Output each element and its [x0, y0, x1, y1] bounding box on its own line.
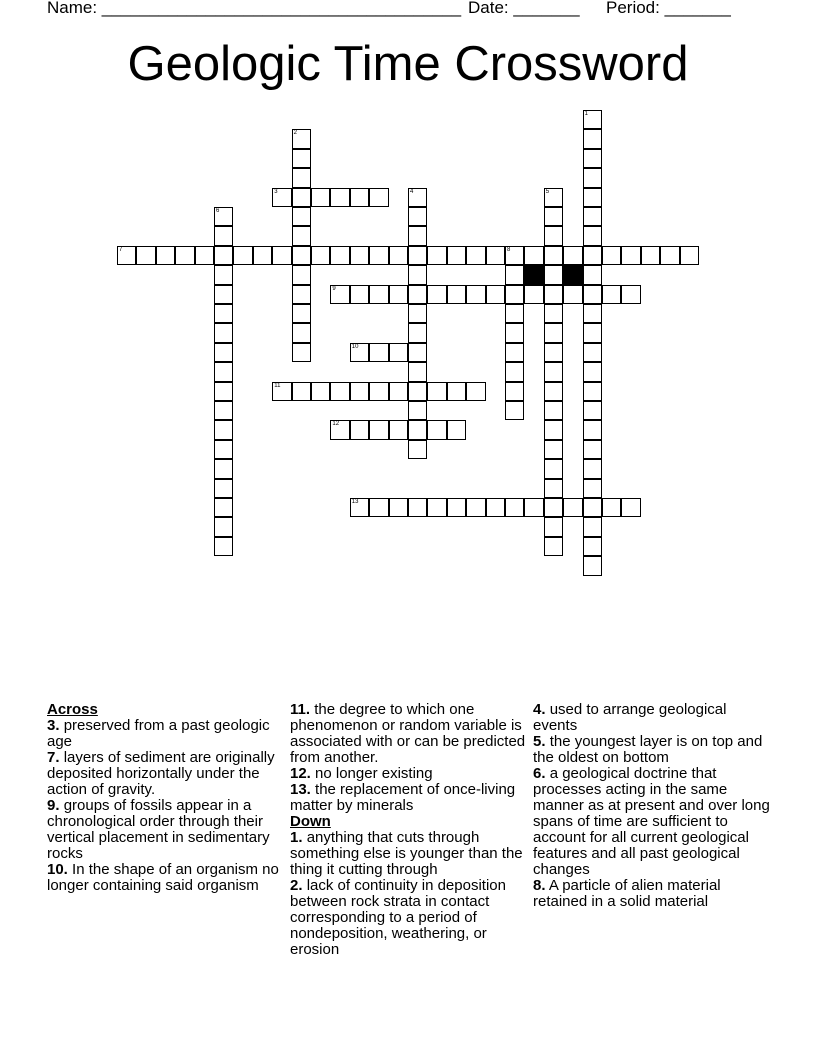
grid-cell[interactable] — [583, 343, 602, 362]
clue-text: lack of continuity in deposition between rock strata in contact corresponding to a period of nondeposition, weathering, or erosion — [290, 877, 506, 958]
grid-cell[interactable] — [505, 401, 524, 420]
clue-number: 8. — [533, 877, 546, 894]
grid-cell[interactable] — [369, 188, 388, 207]
grid-cell[interactable] — [389, 343, 408, 362]
clue-number: 10. — [47, 861, 68, 878]
grid-cell[interactable] — [214, 420, 233, 439]
grid-cell[interactable] — [330, 246, 349, 265]
clue-down-6 — [533, 766, 773, 878]
clue-number: 13. — [290, 781, 311, 798]
cell-number: 5 — [545, 188, 550, 195]
grid-cell[interactable] — [583, 362, 602, 381]
grid-cell[interactable] — [583, 440, 602, 459]
cell-number: 3 — [274, 188, 278, 195]
grid-cell[interactable] — [292, 188, 311, 207]
grid-cell[interactable] — [272, 382, 291, 401]
grid-cell[interactable] — [214, 265, 233, 284]
grid-cell[interactable] — [214, 246, 233, 265]
clue-number: 3. — [47, 717, 60, 734]
grid-cell[interactable] — [311, 188, 330, 207]
grid-cell[interactable] — [214, 537, 233, 556]
grid-cell[interactable] — [544, 420, 563, 439]
cell-number: 10 — [351, 343, 359, 350]
grid-cell[interactable] — [350, 498, 369, 517]
grid-cell[interactable] — [583, 479, 602, 498]
grid-cell[interactable] — [486, 498, 505, 517]
grid-cell[interactable] — [544, 188, 563, 207]
grid-cell[interactable] — [214, 517, 233, 536]
clue-across-3 — [47, 718, 287, 750]
clue-number: 9. — [47, 797, 60, 814]
clue-number: 7. — [47, 749, 60, 766]
grid-cell[interactable] — [583, 537, 602, 556]
grid-cell[interactable] — [117, 246, 136, 265]
grid-cell[interactable] — [292, 246, 311, 265]
grid-cell[interactable] — [369, 420, 388, 439]
grid-cell[interactable] — [408, 207, 427, 226]
grid-cell[interactable] — [292, 226, 311, 245]
grid-cell[interactable] — [583, 401, 602, 420]
grid-cell[interactable] — [544, 362, 563, 381]
clue-number: 2. — [290, 877, 303, 894]
grid-cell[interactable] — [544, 459, 563, 478]
grid-cell[interactable] — [369, 498, 388, 517]
clue-text: In the shape of an organism no longer containing said organism — [47, 861, 279, 894]
grid-cell[interactable] — [544, 285, 563, 304]
grid-cell[interactable] — [583, 498, 602, 517]
clue-text: the youngest layer is on top and the oldest on bottom — [533, 733, 763, 766]
clue-down-8 — [533, 878, 773, 910]
grid-cell[interactable] — [292, 304, 311, 323]
clue-text: preserved from a past geologic age — [47, 717, 270, 750]
grid-cell[interactable] — [408, 246, 427, 265]
clue-text: layers of sediment are originally deposited horizontally under the action of gravity. — [47, 749, 275, 798]
grid-cell[interactable] — [292, 382, 311, 401]
grid-cell[interactable] — [621, 246, 640, 265]
grid-cell[interactable] — [524, 498, 543, 517]
grid-cell[interactable] — [233, 246, 252, 265]
grid-cell[interactable] — [447, 382, 466, 401]
grid-cell[interactable] — [330, 285, 349, 304]
grid-cell[interactable] — [583, 459, 602, 478]
grid-cell[interactable] — [369, 246, 388, 265]
cell-number: 2 — [293, 130, 297, 137]
grid-cell[interactable] — [427, 498, 446, 517]
grid-cell[interactable] — [214, 498, 233, 517]
black-cell — [524, 265, 543, 284]
grid-cell[interactable] — [311, 382, 330, 401]
grid-cell[interactable] — [389, 420, 408, 439]
grid-cell[interactable] — [660, 246, 679, 265]
clue-down-1 — [290, 830, 530, 878]
grid-cell[interactable] — [583, 420, 602, 439]
grid-cell[interactable] — [544, 207, 563, 226]
grid-cell[interactable] — [350, 382, 369, 401]
grid-cell[interactable] — [427, 382, 446, 401]
grid-cell[interactable] — [505, 498, 524, 517]
grid-cell[interactable] — [583, 323, 602, 342]
crossword-grid — [117, 110, 707, 580]
grid-cell[interactable] — [447, 246, 466, 265]
grid-cell[interactable] — [292, 149, 311, 168]
clue-number: 11. — [290, 701, 311, 718]
grid-cell[interactable] — [524, 285, 543, 304]
grid-cell[interactable] — [330, 188, 349, 207]
down-heading: Down — [290, 813, 331, 830]
cell-number: 9 — [332, 285, 336, 292]
grid-cell[interactable] — [214, 479, 233, 498]
grid-cell[interactable] — [563, 285, 582, 304]
clue-across-13 — [290, 782, 530, 814]
grid-cell[interactable] — [408, 343, 427, 362]
clue-column-2 — [290, 702, 530, 958]
grid-cell[interactable] — [427, 246, 446, 265]
page-title: Geologic Time Crossword — [127, 37, 689, 91]
period-field[interactable]: Period: _______ — [606, 0, 731, 17]
grid-cell[interactable] — [621, 285, 640, 304]
grid-cell[interactable] — [583, 246, 602, 265]
grid-cell[interactable] — [583, 517, 602, 536]
grid-cell[interactable] — [505, 343, 524, 362]
grid-cell[interactable] — [195, 246, 214, 265]
grid-cell[interactable] — [544, 498, 563, 517]
clue-down-4 — [533, 702, 773, 734]
grid-cell[interactable] — [292, 265, 311, 284]
clue-text: the degree to which one phenomenon or random variable is associated with or can be predicted from another. — [290, 701, 526, 766]
grid-cell[interactable] — [466, 382, 485, 401]
grid-cell[interactable] — [427, 285, 446, 304]
cell-number: 11 — [274, 382, 281, 389]
grid-cell[interactable] — [583, 226, 602, 245]
grid-cell[interactable] — [214, 226, 233, 245]
grid-cell[interactable] — [602, 246, 621, 265]
grid-cell[interactable] — [447, 498, 466, 517]
grid-cell[interactable] — [214, 304, 233, 323]
grid-cell[interactable] — [292, 323, 311, 342]
grid-cell[interactable] — [389, 382, 408, 401]
grid-cell[interactable] — [292, 168, 311, 187]
grid-cell[interactable] — [505, 246, 524, 265]
clue-across-12 — [290, 766, 530, 782]
grid-cell[interactable] — [369, 285, 388, 304]
grid-cell[interactable] — [408, 226, 427, 245]
grid-cell[interactable] — [486, 246, 505, 265]
across-heading: Across — [47, 701, 98, 718]
grid-cell[interactable] — [292, 207, 311, 226]
grid-cell[interactable] — [214, 440, 233, 459]
grid-cell[interactable] — [466, 498, 485, 517]
grid-cell[interactable] — [583, 110, 602, 129]
grid-cell[interactable] — [175, 246, 194, 265]
date-field[interactable]: Date: _______ — [468, 0, 580, 17]
grid-cell[interactable] — [389, 498, 408, 517]
grid-cell[interactable] — [408, 401, 427, 420]
grid-cell[interactable] — [544, 517, 563, 536]
grid-cell[interactable] — [330, 420, 349, 439]
grid-cell[interactable] — [272, 246, 291, 265]
grid-cell[interactable] — [583, 382, 602, 401]
grid-cell[interactable] — [505, 285, 524, 304]
grid-cell[interactable] — [350, 285, 369, 304]
clue-across-7 — [47, 750, 287, 798]
grid-cell[interactable] — [408, 440, 427, 459]
cell-number: 8 — [507, 246, 511, 253]
clue-column-3 — [533, 702, 773, 910]
grid-cell[interactable] — [408, 362, 427, 381]
black-cell — [563, 265, 582, 284]
grid-cell[interactable] — [544, 304, 563, 323]
clue-text: the replacement of once-living matter by minerals — [290, 781, 516, 814]
grid-cell[interactable] — [350, 188, 369, 207]
grid-cell[interactable] — [544, 440, 563, 459]
grid-cell[interactable] — [583, 129, 602, 148]
grid-cell[interactable] — [214, 401, 233, 420]
grid-cell[interactable] — [214, 323, 233, 342]
grid-cell[interactable] — [350, 343, 369, 362]
grid-cell[interactable] — [408, 323, 427, 342]
grid-cell[interactable] — [136, 246, 155, 265]
grid-cell[interactable] — [583, 285, 602, 304]
grid-cell[interactable] — [408, 304, 427, 323]
grid-cell[interactable] — [505, 323, 524, 342]
grid-cell[interactable] — [408, 285, 427, 304]
grid-cell[interactable] — [408, 420, 427, 439]
grid-cell[interactable] — [602, 285, 621, 304]
grid-cell[interactable] — [524, 246, 543, 265]
grid-cell[interactable] — [641, 246, 660, 265]
grid-cell[interactable] — [505, 382, 524, 401]
grid-cell[interactable] — [505, 304, 524, 323]
grid-cell[interactable] — [563, 498, 582, 517]
grid-cell[interactable] — [292, 343, 311, 362]
clue-text: no longer existing — [315, 765, 433, 782]
cell-number: 6 — [216, 208, 220, 214]
grid-cell[interactable] — [389, 246, 408, 265]
cell-number: 4 — [410, 188, 414, 195]
grid-cell[interactable] — [583, 188, 602, 207]
grid-cell[interactable] — [505, 265, 524, 284]
grid-cell[interactable] — [621, 498, 640, 517]
grid-cell[interactable] — [214, 362, 233, 381]
grid-cell[interactable] — [544, 226, 563, 245]
clue-text: anything that cuts through something else is younger than the thing it cutting through — [290, 829, 523, 878]
grid-cell[interactable] — [583, 168, 602, 187]
grid-cell[interactable] — [214, 343, 233, 362]
grid-cell[interactable] — [544, 265, 563, 284]
cell-number: 12 — [332, 421, 340, 428]
grid-cell[interactable] — [466, 246, 485, 265]
grid-cell[interactable] — [369, 343, 388, 362]
grid-cell[interactable] — [505, 362, 524, 381]
grid-cell[interactable] — [544, 323, 563, 342]
grid-cell[interactable] — [272, 188, 291, 207]
cell-number: 1 — [584, 111, 588, 117]
grid-cell[interactable] — [544, 479, 563, 498]
clue-text: used to arrange geological events — [533, 701, 727, 734]
grid-cell[interactable] — [583, 304, 602, 323]
grid-cell[interactable] — [583, 149, 602, 168]
grid-cell[interactable] — [156, 246, 175, 265]
grid-cell[interactable] — [544, 537, 563, 556]
grid-cell[interactable] — [350, 420, 369, 439]
clue-number: 4. — [533, 701, 546, 718]
grid-cell[interactable] — [602, 498, 621, 517]
clue-across-10 — [47, 862, 287, 894]
grid-cell[interactable] — [389, 285, 408, 304]
grid-cell[interactable] — [330, 382, 349, 401]
name-field[interactable]: Name: ______________________________________ — [47, 0, 462, 17]
clue-down-5 — [533, 734, 773, 766]
grid-cell[interactable] — [311, 246, 330, 265]
grid-cell[interactable] — [466, 285, 485, 304]
grid-cell[interactable] — [486, 285, 505, 304]
clue-text: groups of fossils appear in a chronological order through their vertical placement in sedimentary rocks — [47, 797, 270, 862]
grid-cell[interactable] — [369, 382, 388, 401]
grid-cell[interactable] — [427, 420, 446, 439]
grid-cell[interactable] — [544, 401, 563, 420]
grid-cell[interactable] — [544, 246, 563, 265]
clue-text: a geological doctrine that processes acting in the same manner as at present and over long spans of time are sufficient to account for all current geological features and all past geological changes — [533, 765, 770, 878]
clue-across-11 — [290, 702, 530, 766]
clue-number: 5. — [533, 733, 546, 750]
grid-cell[interactable] — [292, 129, 311, 148]
clue-across-9 — [47, 798, 287, 862]
cell-number: 7 — [119, 246, 123, 253]
grid-cell[interactable] — [292, 285, 311, 304]
grid-cell[interactable] — [253, 246, 272, 265]
clue-number: 1. — [290, 829, 303, 846]
grid-cell[interactable] — [680, 246, 699, 265]
grid-cell[interactable] — [544, 343, 563, 362]
grid-cell[interactable] — [408, 265, 427, 284]
grid-cell[interactable] — [583, 556, 602, 575]
clue-column-1 — [47, 702, 287, 894]
grid-cell[interactable] — [447, 285, 466, 304]
grid-cell[interactable] — [408, 498, 427, 517]
grid-cell[interactable] — [544, 382, 563, 401]
grid-cell[interactable] — [214, 207, 233, 226]
grid-cell[interactable] — [408, 382, 427, 401]
grid-cell[interactable] — [563, 246, 582, 265]
grid-cell[interactable] — [447, 420, 466, 439]
grid-cell[interactable] — [214, 382, 233, 401]
clue-number: 12. — [290, 765, 311, 782]
grid-cell[interactable] — [583, 207, 602, 226]
grid-cell[interactable] — [350, 246, 369, 265]
grid-cell[interactable] — [214, 285, 233, 304]
clue-text: A particle of alien material retained in a solid material — [533, 877, 721, 910]
grid-cell[interactable] — [214, 459, 233, 478]
clue-number: 6. — [533, 765, 546, 782]
grid-cell[interactable] — [408, 188, 427, 207]
grid-cell[interactable] — [583, 265, 602, 284]
clue-down-2 — [290, 878, 530, 958]
cell-number: 13 — [351, 499, 359, 505]
